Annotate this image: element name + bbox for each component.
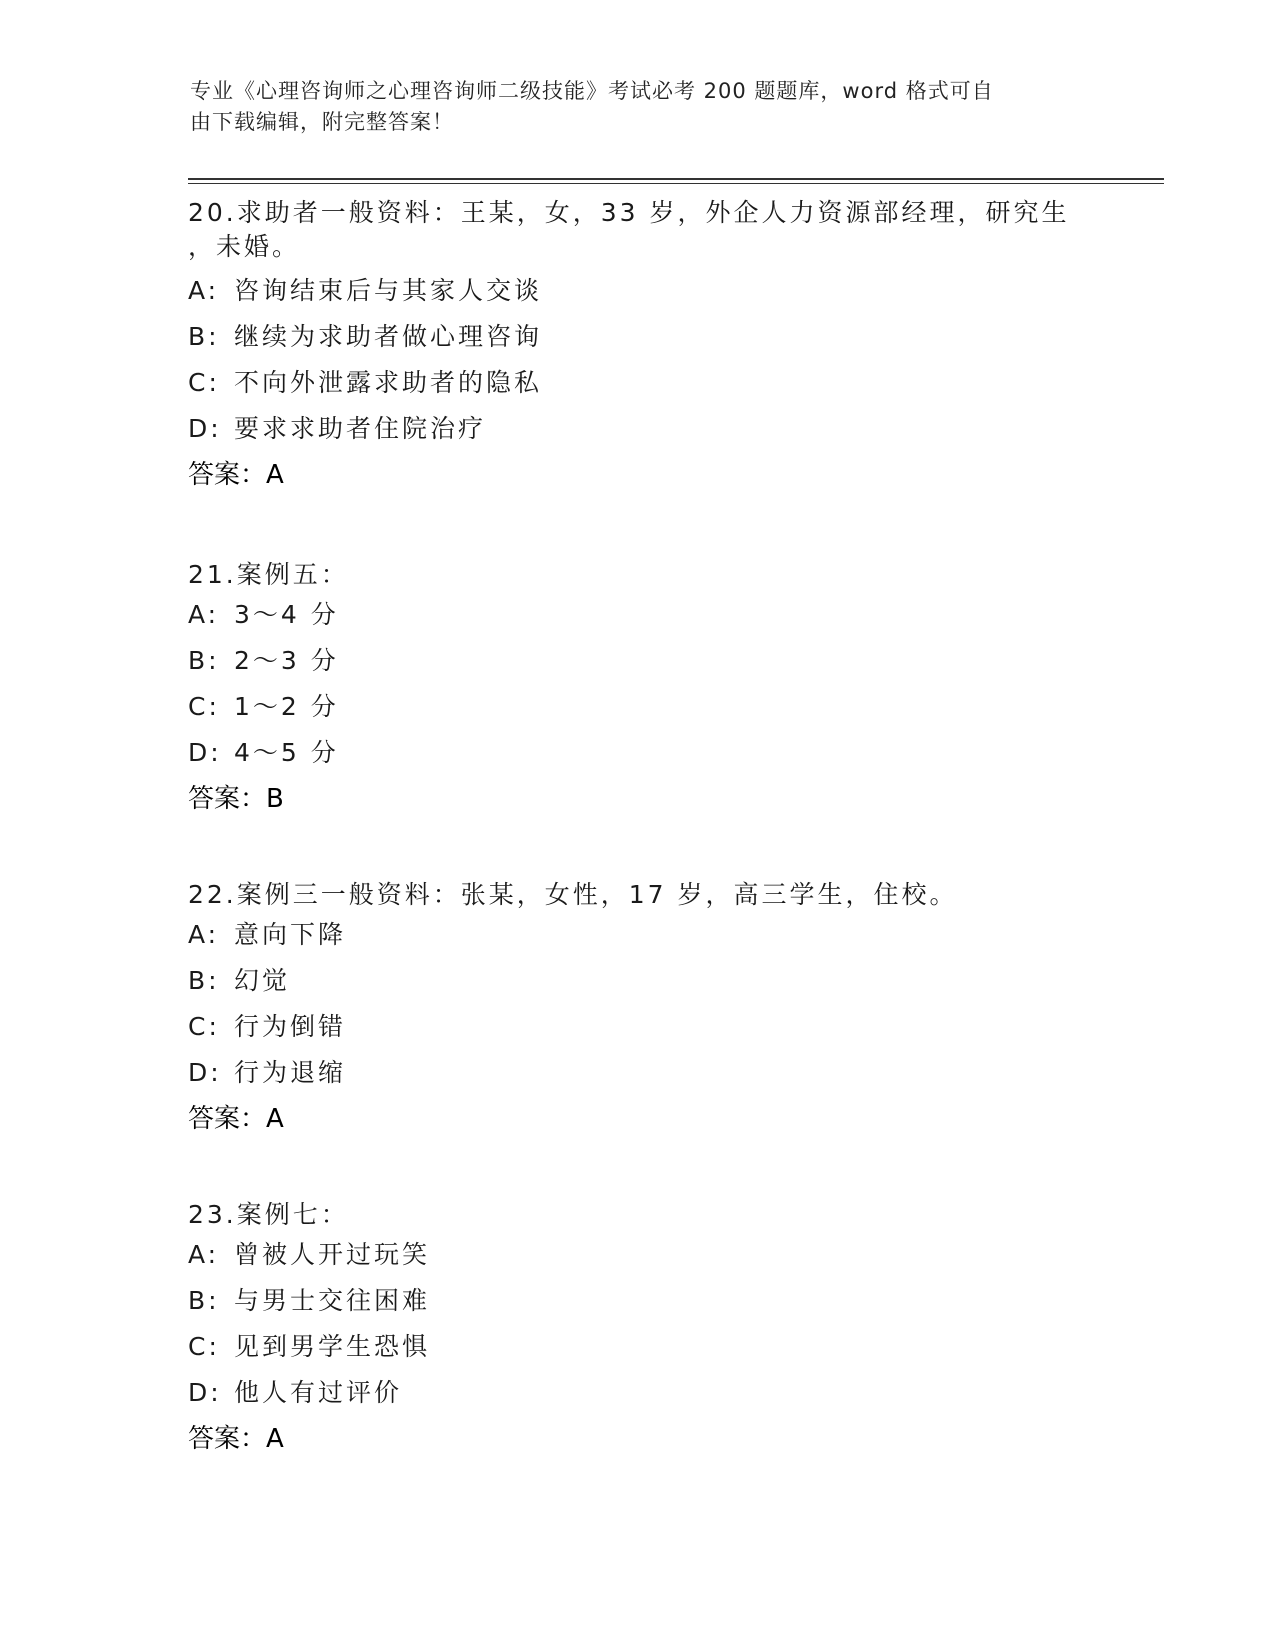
header-divider-thick <box>188 178 1164 180</box>
option-letter: A: <box>188 1240 220 1269</box>
document-header <box>190 76 1090 138</box>
answer-line: 答案：A <box>188 1104 284 1134</box>
option-letter: B: <box>188 646 220 675</box>
option-d <box>188 406 1098 452</box>
option-letter: C: <box>188 1012 220 1041</box>
option-c <box>188 684 1098 730</box>
option-text: 意向下降 <box>234 920 347 949</box>
option-b <box>188 638 1098 684</box>
option-letter: A: <box>188 276 220 305</box>
option-text: 1～2 分 <box>234 692 339 721</box>
option-d <box>188 1050 1098 1096</box>
option-list <box>188 268 1098 452</box>
option-text: 要求求助者住院治疗 <box>234 414 487 443</box>
option-b <box>188 1278 1098 1324</box>
answer-line: 答案：A <box>188 1424 284 1454</box>
option-c <box>188 360 1098 406</box>
option-letter: B: <box>188 1286 220 1315</box>
question-20 <box>188 196 1098 498</box>
option-letter: D: <box>188 738 222 767</box>
option-letter: C: <box>188 368 220 397</box>
answer-line: 答案：B <box>188 784 284 814</box>
option-text: 4～5 分 <box>234 738 339 767</box>
option-list <box>188 1232 1098 1416</box>
option-letter: C: <box>188 1332 220 1361</box>
question-title-line-1: 20.求助者一般资料：王某，女，33 岁，外企人力资源部经理，研究生 <box>188 198 1070 227</box>
option-a <box>188 268 1098 314</box>
option-letter: D: <box>188 1378 222 1407</box>
option-text: 2～3 分 <box>234 646 339 675</box>
option-letter: A: <box>188 920 220 949</box>
option-text: 行为倒错 <box>234 1012 347 1041</box>
header-line-2: 由下载编辑，附完整答案！ <box>190 110 454 134</box>
option-c <box>188 1004 1098 1050</box>
option-letter: D: <box>188 1058 222 1087</box>
option-b <box>188 314 1098 360</box>
option-letter: C: <box>188 692 220 721</box>
question-title-line-1: 21.案例五： <box>188 560 349 589</box>
option-text: 3～4 分 <box>234 600 339 629</box>
question-title-line-2: ，未婚。 <box>188 232 301 261</box>
option-letter: B: <box>188 966 220 995</box>
option-a <box>188 912 1098 958</box>
option-b <box>188 958 1098 1004</box>
option-text: 不向外泄露求助者的隐私 <box>234 368 543 397</box>
option-text: 继续为求助者做心理咨询 <box>234 322 543 351</box>
option-text: 见到男学生恐惧 <box>234 1332 431 1361</box>
option-letter: A: <box>188 600 220 629</box>
option-letter: D: <box>188 414 222 443</box>
option-a <box>188 1232 1098 1278</box>
option-text: 与男士交往困难 <box>234 1286 431 1315</box>
option-text: 他人有过评价 <box>234 1378 403 1407</box>
option-text: 幻觉 <box>234 966 291 995</box>
header-divider-thin <box>188 183 1164 184</box>
header-line-1: 专业《心理咨询师之心理咨询师二级技能》考试必考 200 题题库，word 格式可自 <box>190 79 994 103</box>
option-d <box>188 1370 1098 1416</box>
question-22 <box>188 878 1098 1142</box>
question-title-line-1: 23.案例七： <box>188 1200 349 1229</box>
option-a <box>188 592 1098 638</box>
answer-line: 答案：A <box>188 460 284 490</box>
option-letter: B: <box>188 322 220 351</box>
option-list <box>188 912 1098 1096</box>
option-text: 行为退缩 <box>234 1058 347 1087</box>
option-list <box>188 592 1098 776</box>
question-23 <box>188 1198 1098 1462</box>
option-text: 曾被人开过玩笑 <box>234 1240 431 1269</box>
question-21 <box>188 558 1098 822</box>
option-d <box>188 730 1098 776</box>
option-text: 咨询结束后与其家人交谈 <box>234 276 543 305</box>
question-title-line-1: 22.案例三一般资料：张某，女性，17 岁，高三学生，住校。 <box>188 880 958 909</box>
option-c <box>188 1324 1098 1370</box>
